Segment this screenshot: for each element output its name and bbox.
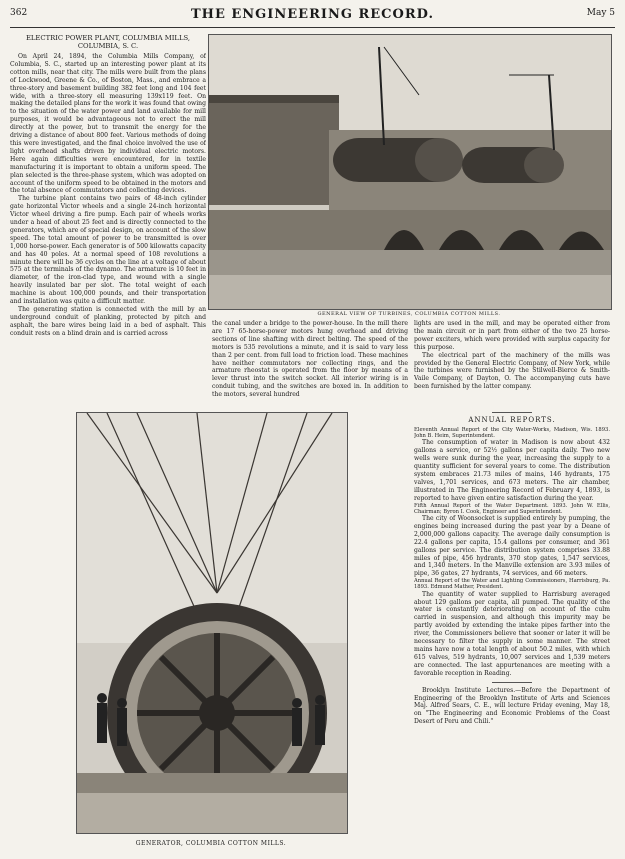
page-number: 362 — [10, 8, 28, 18]
article-column-2 — [212, 320, 408, 398]
reports-column — [414, 408, 610, 848]
article-paragraph: The electrical part of the machinery of the mills was provided by the General Electric Company, of New York, while the turbines were furnished by the Stilwell-Bierce & Smith-Vaile Company, of Dayton, O. The accompanying cuts have been furnished by the latter company. — [414, 351, 610, 391]
article-paragraph: The turbine plant contains two pairs of 48-inch cylinder gate horizontal Victor wheels and a single 24-inch horizontal Victor wheel driving a fire pump. Each pair of wheels works under a head of about 25 feet and is directly connected to the generators, which are of special design, on account of the slow speed. The total amount of power to be transmitted is over 1,000 horse-power. Each generator is of 500 kilowatts capacity and has 40 poles. At a normal speed of 108 revolutions a minute there will be 36 cycles on the line at a voltage of about 575 at the terminals of the dynamo. The armature is 10 feet in diameter, of the iron-clad type, and wound with a single heavily insulated bar per slot. The total weight of each machine is about 100,000 pounds, and their transportation and installation was quite a difficult matter. — [10, 195, 206, 306]
article-column-3 — [414, 320, 610, 400]
publication-title: THE ENGINEERING RECORD. — [191, 7, 434, 22]
generator-photo — [76, 412, 348, 834]
brooklyn-notice: Brooklyn Institute Lectures.—Before the Department of Engineering of the Brooklyn Institute of Arts and Sciences Maj. Alfred Sears, C. E., will lecture Friday evening, May 18, on "The Engineering and Economic Problems of the Coast Desert of Peru and Chili." — [414, 686, 610, 726]
page-header — [10, 8, 615, 24]
issue-date: May 5 — [586, 8, 615, 18]
report-body: The quantity of water supplied to Harrisburg averaged about 129 gallons per capita, all pumped. The quality of the water is constantly deteriorating on account of the culm carried in suspension, and although this impurity may be partly avoided by extending the intake pipes farther into the river, the Commissioners believe that sooner or later it will be necessary to filter the supply in some manner. The street mains have now a total length of about 50.2 miles, with which 615 valves, 519 hydrants, 10,007 services and 1,539 meters are connected. The last appurtenances are meeting with a favorable reception in Reading. — [414, 590, 610, 677]
turbines-illustration — [209, 35, 611, 309]
generator-illustration — [77, 413, 347, 833]
article-paragraph: lights are used in the mill, and may be operated either from the main circuit or in part from either of the two 25 horse-power exciters, which were provided with surplus capacity for this purpose. — [414, 320, 610, 351]
article-paragraph: On April 24, 1894, the Columbia Mills Company, of Columbia, S. C., started up an interesting power plant at its cotton mills, near that city. The mills were built from the plans of Lockwood, Greene & Co., of Boston, Mass., and embrace a three-story and basement building 382 feet long and 104 feet wide, with a three-story ell measuring 139x119 feet. On making the detailed plans for the work it was found that owing to the situation of the water power and land available for mill purposes, it would be advantageous not to erect the mill directly at the power, but to transmit the energy for the driving a distance of about 800 feet. Various methods of doing this were investigated, and the final choice involved the use of light overhead shafts driven by individual electric motors. Here again difficulties were encountered, for in textile manufacturing it is important to obtain a uniform speed. The plan selected is the three-phase system, which was adopted on account of the uniform speed to be obtained in the motors and the total absence of commutators and collecting devices. — [10, 53, 206, 195]
report-body: The city of Woonsocket is supplied entirely by pumping, the engines being increased during the past year by a Deane of 2,000,000 gallons capacity. The average daily consumption is 22.4 gallons per capita, 15.4 gallons per consumer, and 361 gallons per service. The distribution system comprises 33.88 miles of pipe, 456 hydrants, 370 stop gates, 1,547 services, and 1,340 meters. In the Manville extension are 3.93 miles of pipe, 36 gates, 27 hydrants, 74 services, and 66 meters. — [414, 514, 610, 578]
report-body: The consumption of water in Madison is now about 432 gallons a service, or 52½ gallons per capita daily. Two new wells were sunk during the year, increasing the supply to a quantity sufficient for several years to come. The distribution system embraces 21.73 miles of mains, 146 hydrants, 175 valves, 1,701 services, and 673 meters. The air chamber, illustrated in The Engineering Record of February 4, 1893, is reported to have given entire satisfaction during the year. — [414, 439, 610, 502]
article-heading: ELECTRIC POWER PLANT, COLUMBIA MILLS, COLUMBIA, S. C. — [25, 34, 191, 50]
turbines-photo — [208, 34, 612, 310]
generator-caption: GENERATOR, COLUMBIA COTTON MILLS. — [135, 840, 287, 847]
article-column-1 — [10, 34, 206, 430]
header-rule — [10, 27, 615, 28]
reports-title: ANNUAL REPORTS. — [468, 416, 556, 424]
section-divider — [492, 682, 532, 683]
report-heading: Eleventh Annual Report of the City Water-Works, Madison, Wis. 1893. John B. Heim, Superintendent. — [414, 426, 610, 440]
article-paragraph: the canal under a bridge to the power-house. In the mill there are 17 65-horse-power motors hung overhead and driving sections of line shafting with direct belting. The speed of the motors is 535 revolutions a minute, and it is said to vary less than 2 per cent. from full load to friction load. These machines have neither commutators nor collecting rings, and the armature rheostat is operated from the floor by means of a lever thrust into the switch socket. All interior wiring is in conduit tubing, and the switches are boxed in. In addition to the motors, several hundred — [212, 320, 408, 398]
report-heading: Fifth Annual Report of the Water Department. 1893. John W. Ellis, Chairman; Byron I. Cook, Engineer and Superintendent. — [414, 502, 610, 515]
article-paragraph: The generating station is connected with the mill by an underground conduit of planking, protected by pitch and asphalt, the bare wires being laid in a bed of asphalt. This conduit rests on a blind drain and is carried across — [10, 306, 206, 337]
turbines-caption: GENERAL VIEW OF TURBINES, COLUMBIA COTTON MILLS. — [317, 311, 501, 317]
section-divider — [492, 412, 532, 413]
report-heading: Annual Report of the Water and Lighting Commissioners, Harrisburg, Pa. 1893. Edmund Mather, President. — [414, 578, 610, 591]
